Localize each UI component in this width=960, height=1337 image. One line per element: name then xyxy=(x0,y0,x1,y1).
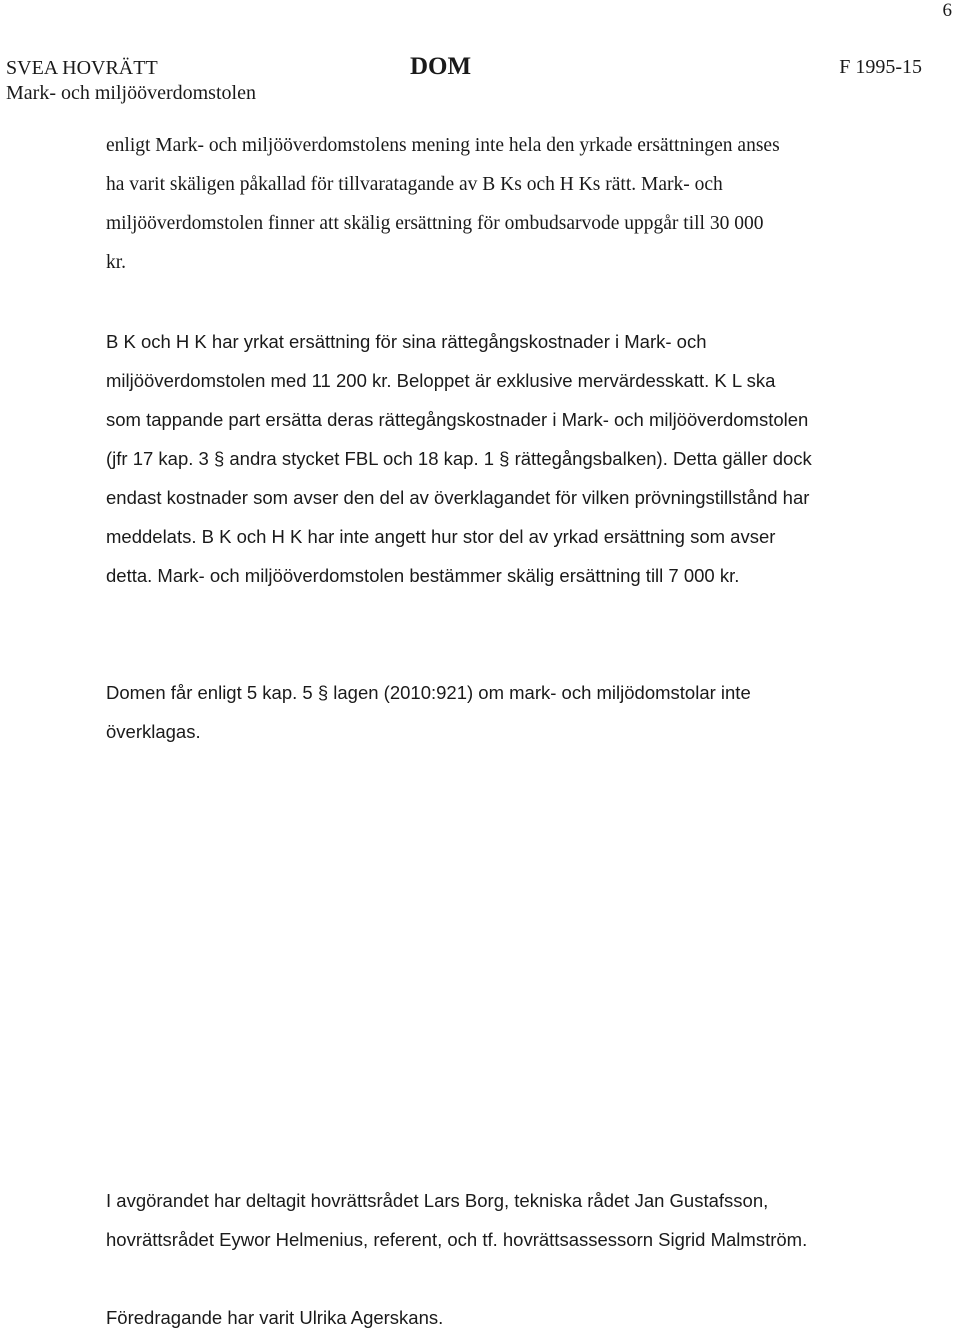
paragraph-fee-assessment xyxy=(106,126,906,282)
text-line: Domen får enligt 5 kap. 5 § lagen (2010:921) om mark- och miljödomstolar inte xyxy=(106,682,751,703)
text-line: överklagas. xyxy=(106,721,201,742)
paragraph-judges xyxy=(106,1181,906,1259)
case-number: F 1995-15 xyxy=(839,56,922,78)
paragraph-appeal-notice xyxy=(106,673,906,751)
header-left xyxy=(6,56,256,106)
text-line: ha varit skäligen påkallad för tillvaratagande av B Ks och H Ks rätt. Mark- och xyxy=(106,174,723,195)
text-line: Föredragande har varit Ulrika Agerskans. xyxy=(106,1307,444,1328)
text-line: B K och H K har yrkat ersättning för sina rättegångskostnader i Mark- och xyxy=(106,331,707,352)
paragraph-litigation-costs xyxy=(106,322,906,595)
text-line: detta. Mark- och miljööverdomstolen bestämmer skälig ersättning till 7 000 kr. xyxy=(106,565,740,586)
text-line: I avgörandet har deltagit hovrättsrådet Lars Borg, tekniska rådet Jan Gustafsson, xyxy=(106,1190,769,1211)
document-type: DOM xyxy=(410,53,472,80)
text-line: (jfr 17 kap. 3 § andra stycket FBL och 18 kap. 1 § rättegångsbalken). Detta gäller dock xyxy=(106,448,812,469)
text-line: miljööverdomstolen med 11 200 kr. Beloppet är exklusive mervärdesskatt. K L ska xyxy=(106,370,776,391)
text-line: enligt Mark- och miljööverdomstolens mening inte hela den yrkade ersättningen anses xyxy=(106,135,780,156)
text-line: kr. xyxy=(106,252,127,273)
paragraph-rapporteur xyxy=(106,1298,906,1337)
text-line: hovrättsrådet Eywor Helmenius, referent, och tf. hovrättsassessorn Sigrid Malmström. xyxy=(106,1229,808,1250)
text-line: meddelats. B K och H K har inte angett hur stor del av yrkad ersättning som avser xyxy=(106,526,776,547)
text-line: som tappande part ersätta deras rättegångskostnader i Mark- och miljööverdomstolen xyxy=(106,409,809,430)
court-division: Mark- och miljööverdomstolen xyxy=(6,82,256,104)
court-name: SVEA HOVRÄTT xyxy=(6,57,158,79)
page-number: 6 xyxy=(942,0,952,21)
text-line: miljööverdomstolen finner att skälig ersättning för ombudsarvode uppgår till 30 000 xyxy=(106,213,764,234)
text-line: endast kostnader som avser den del av överklagandet för vilken prövningstillstånd har xyxy=(106,487,810,508)
